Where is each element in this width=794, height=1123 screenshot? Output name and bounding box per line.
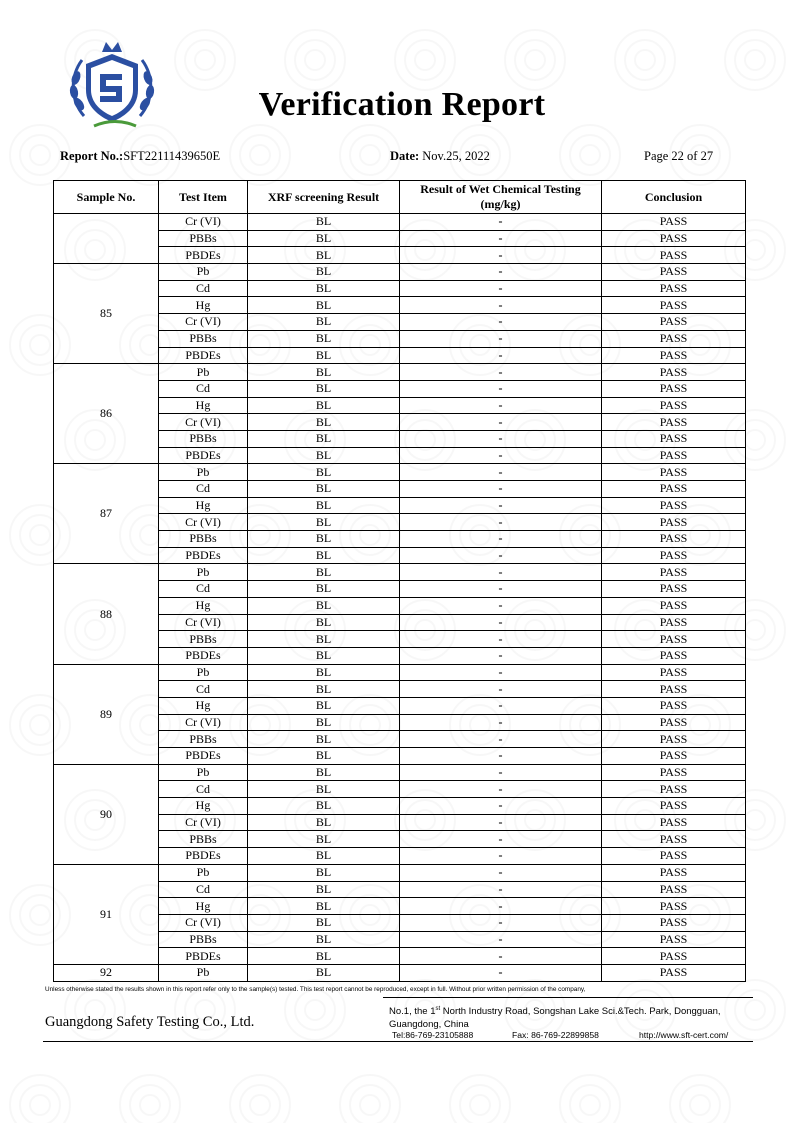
xrf-result-cell: BL [248,514,400,531]
wet-result-cell: - [400,914,602,931]
wet-result-cell: - [400,264,602,281]
wet-result-cell: - [400,297,602,314]
conclusion-cell: PASS [602,247,746,264]
xrf-result-cell: BL [248,280,400,297]
xrf-result-cell: BL [248,964,400,981]
sample-number-cell [54,214,159,264]
page-number: Page 22 of 27 [644,149,714,163]
col-wet-chemical: Result of Wet Chemical Testing (mg/kg) [400,181,602,214]
address-part-1: No.1, the 1 [389,1006,436,1018]
xrf-result-cell: BL [248,481,400,498]
xrf-result-cell: BL [248,347,400,364]
xrf-result-cell: BL [248,430,400,447]
xrf-result-cell: BL [248,497,400,514]
xrf-result-cell: BL [248,748,400,765]
wet-result-cell: - [400,798,602,815]
col-test-item: Test Item [159,181,248,214]
conclusion-cell: PASS [602,230,746,247]
xrf-result-cell: BL [248,531,400,548]
conclusion-cell: PASS [602,948,746,965]
test-item-cell: Hg [159,597,248,614]
conclusion-cell: PASS [602,364,746,381]
conclusion-cell: PASS [602,714,746,731]
test-item-cell: Cd [159,380,248,397]
test-item-cell: Cd [159,681,248,698]
wet-result-cell: - [400,848,602,865]
test-item-cell: PBBs [159,631,248,648]
test-item-cell: Cr (VI) [159,814,248,831]
test-item-cell: Pb [159,464,248,481]
xrf-result-cell: BL [248,247,400,264]
wet-result-cell: - [400,597,602,614]
test-item-cell: Pb [159,664,248,681]
xrf-result-cell: BL [248,631,400,648]
company-name: Guangdong Safety Testing Co., Ltd. [45,1014,255,1030]
wet-result-cell: - [400,814,602,831]
watermark-rosette [560,1075,620,1123]
col-conclusion: Conclusion [602,181,746,214]
wet-result-cell: - [400,564,602,581]
watermark-rosette [230,1075,290,1123]
test-item-cell: PBDEs [159,447,248,464]
conclusion-cell: PASS [602,731,746,748]
sample-number-cell: 91 [54,864,159,964]
wet-result-cell: - [400,464,602,481]
report-number-value: SFT22111439650E [123,149,221,163]
conclusion-cell: PASS [602,964,746,981]
watermark-rosette [670,1075,730,1123]
xrf-result-cell: BL [248,330,400,347]
wet-result-cell: - [400,964,602,981]
xrf-result-cell: BL [248,881,400,898]
test-item-cell: PBDEs [159,948,248,965]
xrf-result-cell: BL [248,681,400,698]
xrf-result-cell: BL [248,664,400,681]
test-item-cell: Pb [159,864,248,881]
conclusion-cell: PASS [602,631,746,648]
test-item-cell: PBBs [159,531,248,548]
conclusion-cell: PASS [602,464,746,481]
test-item-cell: PBBs [159,931,248,948]
wet-result-cell: - [400,347,602,364]
test-item-cell: PBDEs [159,547,248,564]
wet-result-cell: - [400,681,602,698]
test-item-cell: Pb [159,364,248,381]
test-item-cell: Pb [159,964,248,981]
table-row [54,264,746,281]
conclusion-cell: PASS [602,798,746,815]
test-item-cell: PBDEs [159,647,248,664]
wet-result-cell: - [400,931,602,948]
test-item-cell: Hg [159,297,248,314]
address-part-2: North Industry Road, Songshan Lake Sci.&Tech. Park, Dongguan, [440,1006,721,1018]
page-title: Verification Report [258,86,546,123]
xrf-result-cell: BL [248,564,400,581]
conclusion-cell: PASS [602,781,746,798]
test-item-cell: Cr (VI) [159,714,248,731]
conclusion-cell: PASS [602,497,746,514]
sample-number-cell: 89 [54,664,159,764]
company-address [389,1003,759,1031]
xrf-result-cell: BL [248,464,400,481]
xrf-result-cell: BL [248,831,400,848]
wet-result-cell: - [400,380,602,397]
test-item-cell: Cr (VI) [159,414,248,431]
watermark-rosette [285,30,345,90]
test-item-cell: Hg [159,697,248,714]
table-row [54,564,746,581]
sample-number-cell: 87 [54,464,159,564]
xrf-result-cell: BL [248,447,400,464]
xrf-result-cell: BL [248,914,400,931]
conclusion-cell: PASS [602,881,746,898]
watermark-rosette [10,1075,70,1123]
report-date-label: Date: [390,149,420,163]
wet-result-cell: - [400,447,602,464]
sample-number-cell: 90 [54,764,159,864]
test-item-cell: PBDEs [159,347,248,364]
conclusion-cell: PASS [602,581,746,598]
test-item-cell: PBBs [159,230,248,247]
report-date-value: Nov.25, 2022 [422,149,490,163]
website-link[interactable]: http://www.sft-cert.com/ [639,1030,729,1040]
wet-result-cell: - [400,748,602,765]
table-row [54,864,746,881]
wet-result-cell: - [400,614,602,631]
xrf-result-cell: BL [248,581,400,598]
watermark-rosette [175,30,235,90]
wet-result-cell: - [400,647,602,664]
sample-number-cell: 86 [54,364,159,464]
conclusion-cell: PASS [602,764,746,781]
wet-result-cell: - [400,731,602,748]
xrf-result-cell: BL [248,264,400,281]
wet-result-cell: - [400,781,602,798]
watermark-rosette [395,30,455,90]
xrf-result-cell: BL [248,397,400,414]
conclusion-cell: PASS [602,681,746,698]
sample-number-cell: 92 [54,964,159,981]
xrf-result-cell: BL [248,798,400,815]
test-item-cell: PBDEs [159,748,248,765]
wet-result-cell: - [400,397,602,414]
xrf-result-cell: BL [248,614,400,631]
xrf-result-cell: BL [248,647,400,664]
test-item-cell: Cr (VI) [159,614,248,631]
test-item-cell: Cd [159,481,248,498]
table-row [54,214,746,231]
test-item-cell: Cd [159,781,248,798]
table-row [54,664,746,681]
conclusion-cell: PASS [602,614,746,631]
test-item-cell: PBDEs [159,247,248,264]
wet-result-cell: - [400,864,602,881]
disclaimer-text: Unless otherwise stated the results shown in this report refer only to the sample(s) tested. This test report cannot be reproduced, except in full. Without prior written permission of the company, [45,986,586,993]
watermark-rosette [615,30,675,90]
watermark-rosette [725,30,785,90]
test-item-cell: Hg [159,898,248,915]
sample-number-cell: 85 [54,264,159,364]
xrf-result-cell: BL [248,764,400,781]
test-item-cell: Cr (VI) [159,214,248,231]
conclusion-cell: PASS [602,898,746,915]
xrf-result-cell: BL [248,781,400,798]
xrf-result-cell: BL [248,848,400,865]
watermark-rosette [340,1075,400,1123]
test-item-cell: Cd [159,881,248,898]
xrf-result-cell: BL [248,731,400,748]
conclusion-cell: PASS [602,697,746,714]
table-row [54,764,746,781]
conclusion-cell: PASS [602,531,746,548]
conclusion-cell: PASS [602,547,746,564]
test-item-cell: Hg [159,397,248,414]
xrf-result-cell: BL [248,597,400,614]
conclusion-cell: PASS [602,481,746,498]
conclusion-cell: PASS [602,514,746,531]
wet-result-cell: - [400,831,602,848]
wet-result-cell: - [400,697,602,714]
xrf-result-cell: BL [248,714,400,731]
table-row [54,464,746,481]
wet-result-cell: - [400,764,602,781]
sample-number-cell: 88 [54,564,159,664]
wet-result-cell: - [400,547,602,564]
wet-result-cell: - [400,280,602,297]
conclusion-cell: PASS [602,430,746,447]
address-line-2: Guangdong, China [389,1018,469,1030]
watermark-rosette [560,125,620,185]
fax-number: Fax: 86-769-22899858 [512,1030,599,1040]
conclusion-cell: PASS [602,931,746,948]
wet-result-cell: - [400,330,602,347]
conclusion-cell: PASS [602,347,746,364]
test-item-cell: Pb [159,264,248,281]
xrf-result-cell: BL [248,230,400,247]
conclusion-cell: PASS [602,864,746,881]
wet-result-cell: - [400,664,602,681]
conclusion-cell: PASS [602,380,746,397]
wet-result-cell: - [400,430,602,447]
wet-result-cell: - [400,481,602,498]
table-row [54,364,746,381]
col-sample-no: Sample No. [54,181,159,214]
xrf-result-cell: BL [248,931,400,948]
watermark-rosette [450,1075,510,1123]
results-table [53,180,746,982]
conclusion-cell: PASS [602,831,746,848]
wet-result-cell: - [400,631,602,648]
test-item-cell: Cd [159,280,248,297]
conclusion-cell: PASS [602,814,746,831]
report-number-label: Report No.: [60,149,124,163]
test-item-cell: PBBs [159,430,248,447]
conclusion-cell: PASS [602,314,746,331]
conclusion-cell: PASS [602,214,746,231]
conclusion-cell: PASS [602,447,746,464]
conclusion-cell: PASS [602,748,746,765]
conclusion-cell: PASS [602,414,746,431]
xrf-result-cell: BL [248,898,400,915]
test-item-cell: Cd [159,581,248,598]
test-item-cell: PBDEs [159,848,248,865]
conclusion-cell: PASS [602,664,746,681]
conclusion-cell: PASS [602,280,746,297]
footer-divider [383,997,753,998]
test-item-cell: Cr (VI) [159,914,248,931]
contact-line [392,1030,752,1040]
table-header-row [54,181,746,214]
watermark-rosette [120,1075,180,1123]
test-item-cell: Pb [159,764,248,781]
conclusion-cell: PASS [602,330,746,347]
test-item-cell: Hg [159,497,248,514]
xrf-result-cell: BL [248,297,400,314]
tel-number: Tel:86-769-23105888 [392,1030,474,1040]
col-xrf-result: XRF screening Result [248,181,400,214]
conclusion-cell: PASS [602,297,746,314]
test-item-cell: PBBs [159,330,248,347]
wet-result-cell: - [400,581,602,598]
test-item-cell: PBBs [159,831,248,848]
wet-result-cell: - [400,898,602,915]
watermark-rosette [505,30,565,90]
test-item-cell: Pb [159,564,248,581]
conclusion-cell: PASS [602,647,746,664]
wet-result-cell: - [400,514,602,531]
wet-result-cell: - [400,714,602,731]
xrf-result-cell: BL [248,414,400,431]
report-date [390,149,490,164]
wet-result-cell: - [400,314,602,331]
xrf-result-cell: BL [248,864,400,881]
conclusion-cell: PASS [602,264,746,281]
xrf-result-cell: BL [248,364,400,381]
xrf-result-cell: BL [248,214,400,231]
wet-result-cell: - [400,414,602,431]
xrf-result-cell: BL [248,314,400,331]
xrf-result-cell: BL [248,814,400,831]
conclusion-cell: PASS [602,564,746,581]
conclusion-cell: PASS [602,914,746,931]
conclusion-cell: PASS [602,397,746,414]
wet-result-cell: - [400,497,602,514]
wet-result-cell: - [400,214,602,231]
conclusion-cell: PASS [602,848,746,865]
wet-result-cell: - [400,230,602,247]
watermark-rosette [230,125,290,185]
xrf-result-cell: BL [248,380,400,397]
test-item-cell: PBBs [159,731,248,748]
conclusion-cell: PASS [602,597,746,614]
wet-result-cell: - [400,948,602,965]
wet-result-cell: - [400,247,602,264]
wet-result-cell: - [400,531,602,548]
test-item-cell: Cr (VI) [159,314,248,331]
table-row [54,964,746,981]
address-superscript: st [435,1006,441,1012]
footer-bottom-rule [43,1041,753,1042]
wet-result-cell: - [400,881,602,898]
xrf-result-cell: BL [248,948,400,965]
xrf-result-cell: BL [248,697,400,714]
report-number [60,149,220,164]
test-item-cell: Hg [159,798,248,815]
wet-result-cell: - [400,364,602,381]
test-item-cell: Cr (VI) [159,514,248,531]
xrf-result-cell: BL [248,547,400,564]
